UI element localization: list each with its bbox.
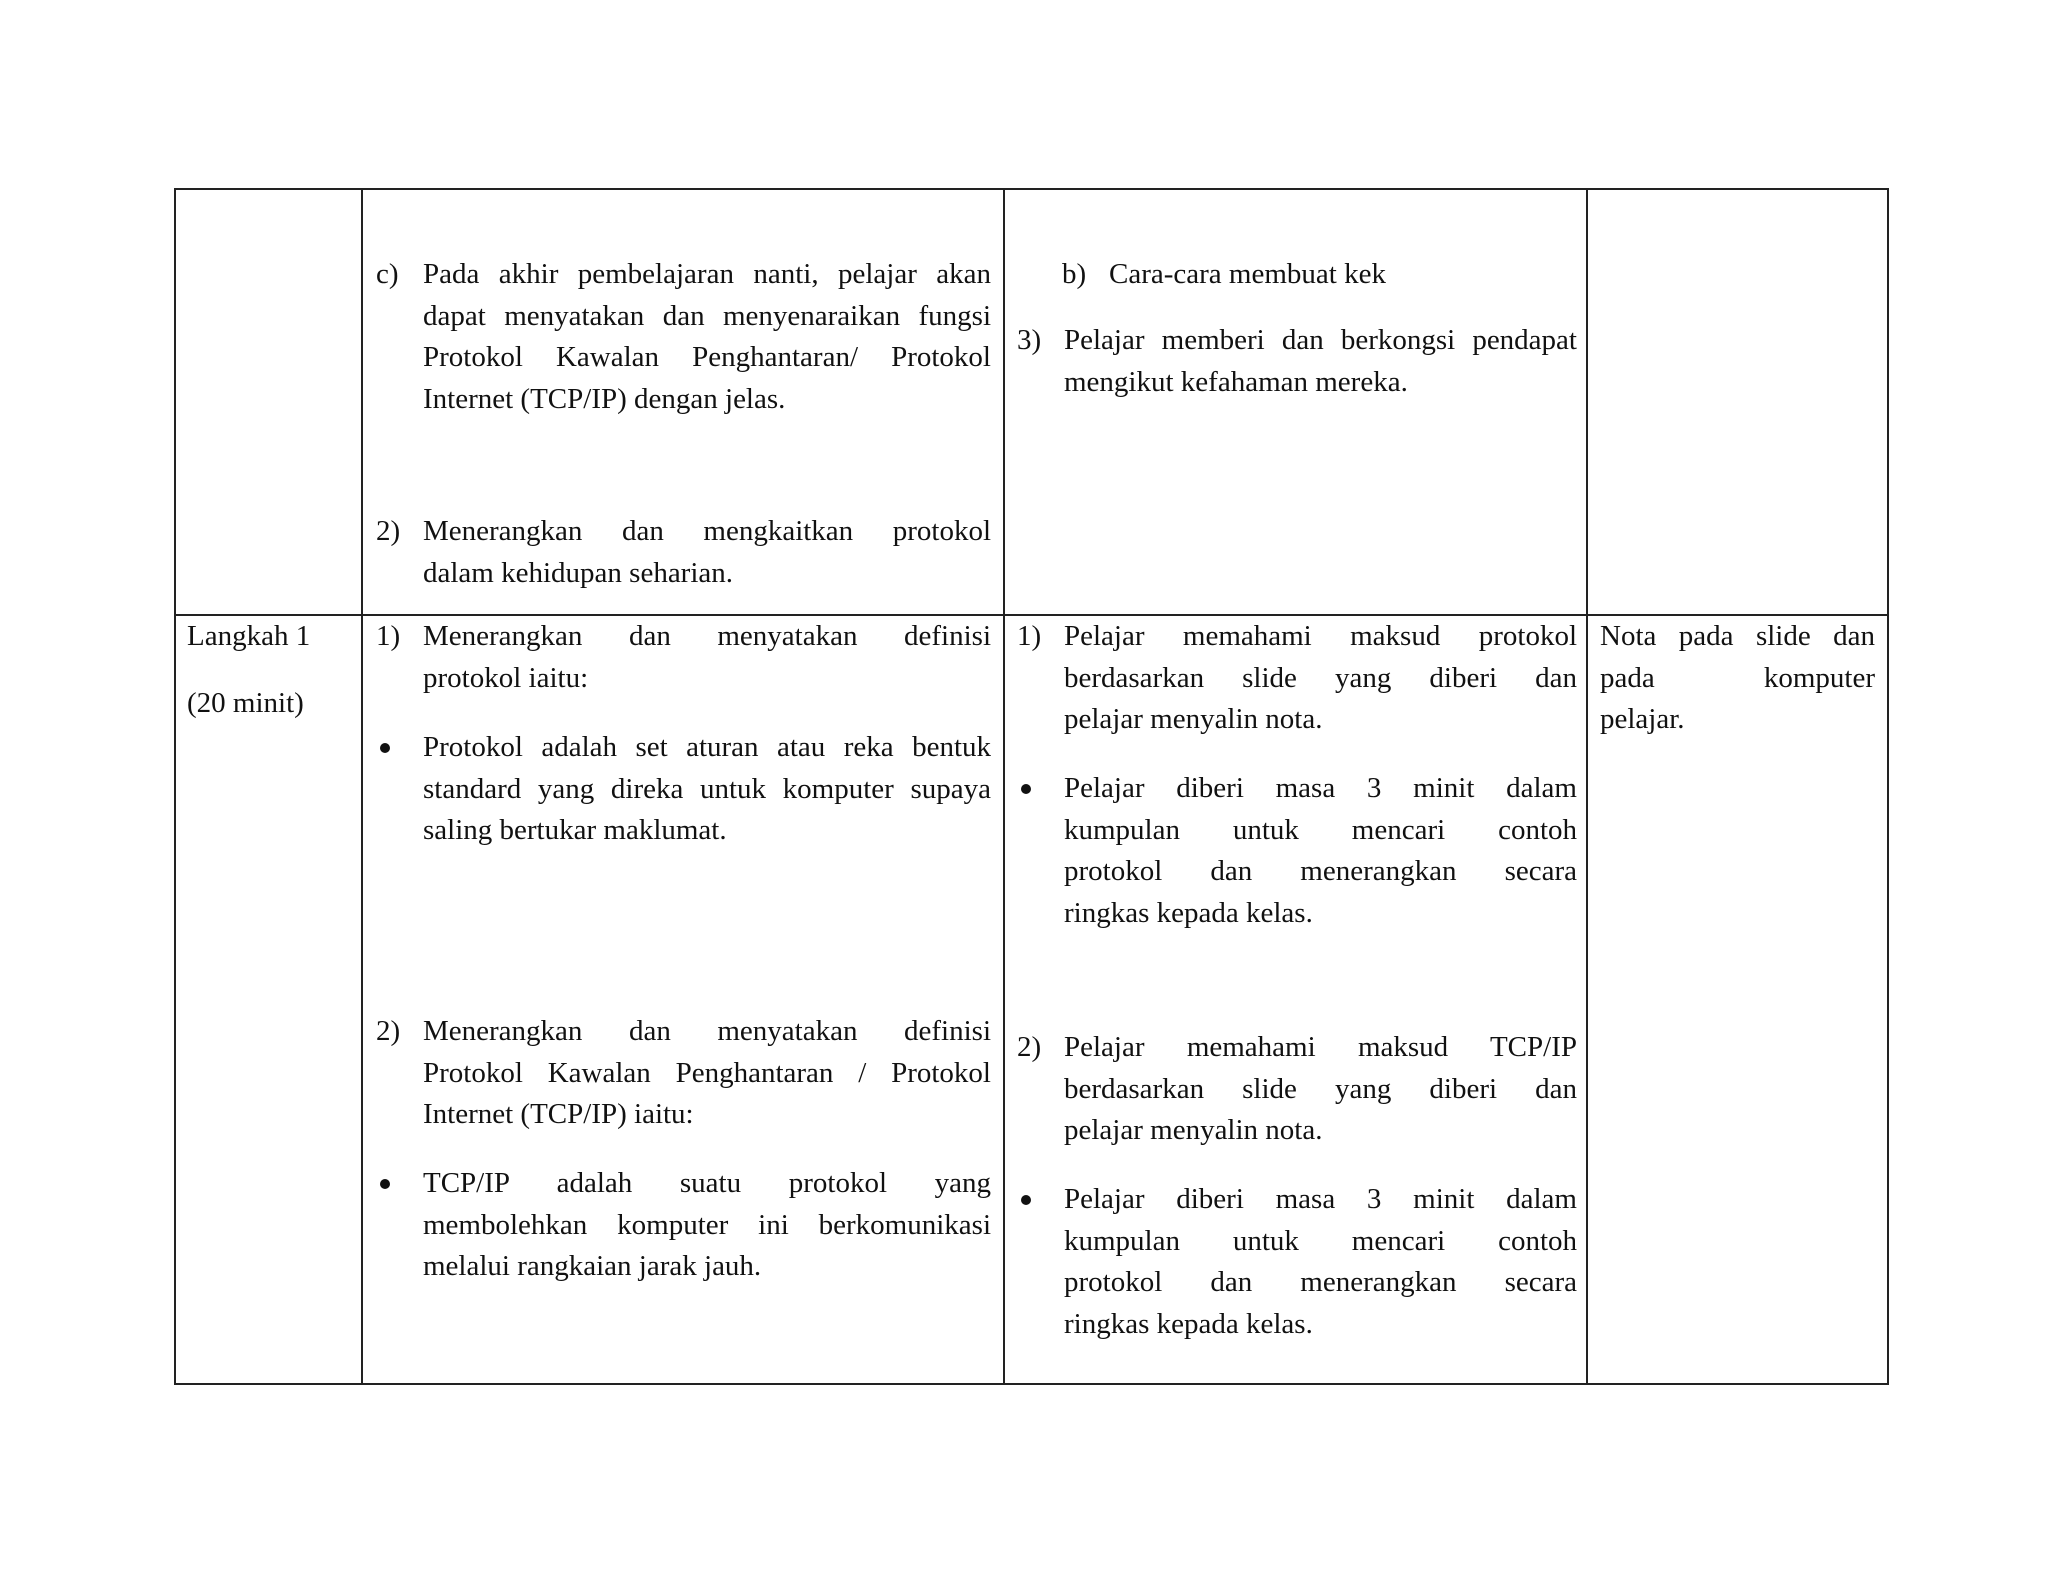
- text-line: Pelajar memahami maksud TCP/IP: [1064, 1031, 1577, 1063]
- text-line: melalui rangkaian jarak jauh.: [423, 1250, 762, 1282]
- text-line: berdasarkan slide yang diberi dan: [1064, 661, 1577, 694]
- text-line: kumpulan untuk mencari contoh: [1064, 813, 1577, 846]
- text-line: Internet (TCP/IP) iaitu:: [423, 1098, 694, 1130]
- bullet-icon: [1021, 784, 1031, 794]
- text-line: Nota pada slide dan: [1600, 620, 1875, 652]
- list-marker: 1): [376, 620, 401, 652]
- text-line: saling bertukar maklumat.: [423, 814, 727, 846]
- text-line: mengikut kefahaman mereka.: [1064, 365, 1408, 398]
- text-line: berdasarkan slide yang diberi dan: [1064, 1072, 1577, 1105]
- text-line: Protokol adalah set aturan atau reka bentuk: [423, 731, 991, 763]
- list-marker: 1): [1017, 620, 1042, 652]
- text-line: protokol dan menerangkan secara: [1064, 1266, 1577, 1298]
- text-line: standard yang direka untuk komputer supaya: [423, 772, 991, 805]
- text-line: pelajar menyalin nota.: [1064, 1114, 1323, 1146]
- text-line: TCP/IP adalah suatu protokol yang: [423, 1167, 991, 1199]
- column-divider: [1586, 188, 1588, 1385]
- text-line: membolehkan komputer ini berkomunikasi: [423, 1208, 991, 1241]
- step-label: Langkah 1: [187, 620, 311, 652]
- text-line: protokol dan menerangkan secara: [1064, 855, 1577, 887]
- step-duration: (20 minit): [187, 686, 304, 719]
- list-marker: 3): [1017, 324, 1042, 356]
- text-line: Pelajar memberi dan berkongsi pendapat: [1064, 324, 1577, 356]
- text-line: dalam kehidupan seharian.: [423, 556, 734, 589]
- text-line: Pelajar diberi masa 3 minit dalam: [1064, 772, 1577, 804]
- list-marker: 2): [376, 1015, 401, 1047]
- list-marker: 2): [376, 515, 401, 547]
- list-marker: b): [1062, 258, 1087, 290]
- list-marker: 2): [1017, 1031, 1042, 1063]
- text-line: pelajar menyalin nota.: [1064, 703, 1323, 735]
- text-line: dapat menyatakan dan menyenaraikan fungsi: [423, 299, 991, 332]
- column-divider: [361, 188, 363, 1385]
- bullet-icon: [1021, 1195, 1031, 1205]
- list-marker: c): [376, 258, 399, 290]
- text-line: Cara-cara membuat kek: [1109, 258, 1386, 290]
- text-line: Pelajar memahami maksud protokol: [1064, 620, 1577, 652]
- bullet-icon: [380, 1179, 390, 1189]
- text-line: kumpulan untuk mencari contoh: [1064, 1224, 1577, 1257]
- text-line: Pada akhir pembelajaran nanti, pelajar akan: [423, 258, 991, 290]
- text-line: pada komputer: [1600, 661, 1875, 694]
- step-cell: [187, 616, 357, 724]
- text-line: Menerangkan dan menyatakan definisi: [423, 620, 991, 652]
- text-line: Protokol Kawalan Penghantaran/ Protokol: [423, 341, 991, 373]
- text-line: Internet (TCP/IP) dengan jelas.: [423, 382, 786, 415]
- text-line: protokol iaitu:: [423, 661, 589, 694]
- text-line: Pelajar diberi masa 3 minit dalam: [1064, 1183, 1577, 1215]
- text-line: ringkas kepada kelas.: [1064, 1307, 1313, 1340]
- text-line: Menerangkan dan menyatakan definisi: [423, 1015, 991, 1047]
- text-line: Protokol Kawalan Penghantaran / Protokol: [423, 1056, 991, 1089]
- resources-cell: [1600, 616, 1875, 741]
- text-line: ringkas kepada kelas.: [1064, 896, 1313, 929]
- text-line: pelajar.: [1600, 703, 1685, 735]
- column-divider: [1003, 188, 1005, 1385]
- text-line: Menerangkan dan mengkaitkan protokol: [423, 515, 991, 547]
- bullet-icon: [380, 743, 390, 753]
